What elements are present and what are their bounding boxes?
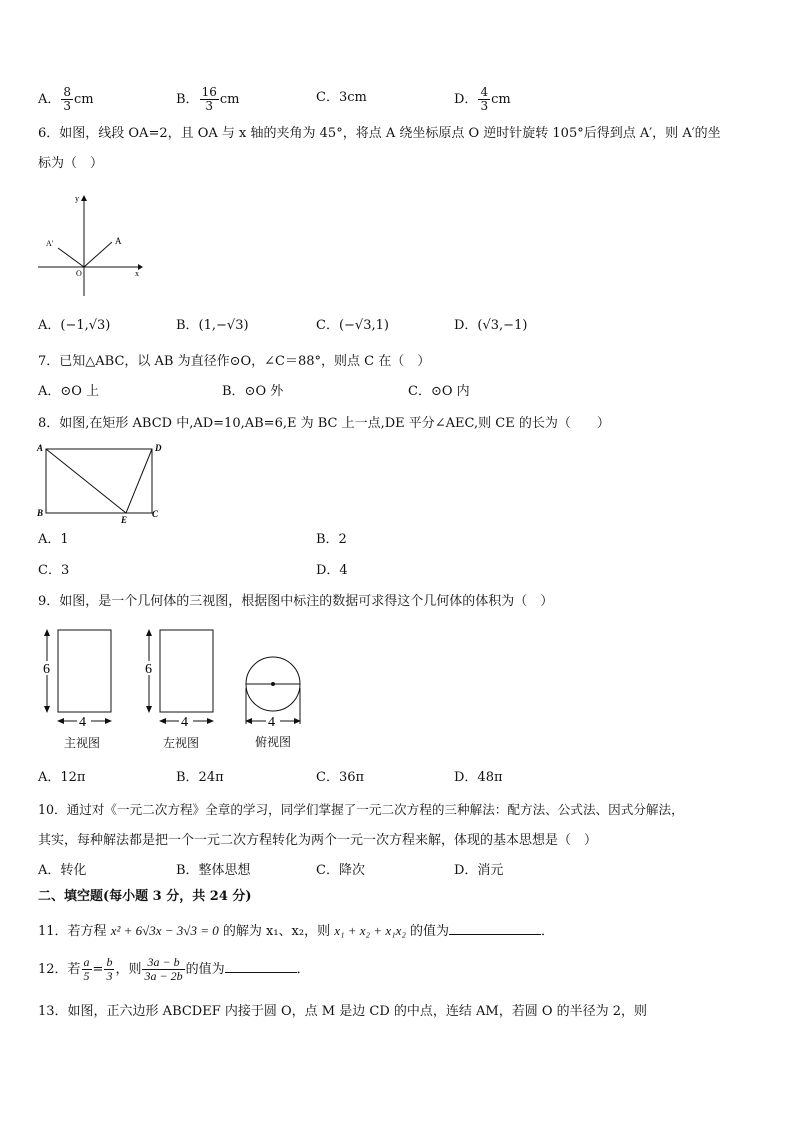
q7-option-a: A．⊙O 上 [38,384,100,399]
label-a-prime: A' [46,239,54,248]
option-letter: A． [38,92,61,107]
q10-option-c: C．降次 [316,863,365,878]
q10-option-d: D．消元 [454,863,504,878]
dim-arrow [159,718,166,724]
q8-option-d: D．4 [316,563,348,578]
q10-option-b: B．整体思想 [176,863,251,878]
segment-oa-prime [58,248,84,267]
dim-arrow [146,706,152,713]
fraction [200,86,219,113]
segment-de [126,449,152,513]
q11-suffix: 的值为 [405,924,450,939]
q9-figure [38,626,308,726]
width-label: 4 [79,715,86,726]
q10-stem-line2: 其实，每种解法都是把一个一元二次方程转化为两个一元一次方程来解，体现的基本思想是（ ） [38,833,598,848]
answer-blank[interactable] [225,958,297,973]
front-view-rect [58,630,111,712]
unit: cm [491,92,511,107]
denominator: 3 [480,99,489,113]
label-b: B [37,508,44,518]
top-view [245,657,301,726]
q8-option-c: C．3 [38,563,70,578]
denominator: 3 [205,99,214,113]
q11-expression: x₁ + x₂ + x₁x₂ [334,923,406,938]
denominator: 5 [83,969,90,983]
q5-option-d [454,86,511,113]
numerator: 4 [480,85,489,99]
q11-middle: 的解为 x₁、x₂，则 [218,924,335,939]
q5-option-c: C．3cm [316,90,367,105]
fraction-b-over-3 [104,956,114,983]
q10-option-a: A．转化 [38,863,87,878]
height-label: 6 [145,662,152,677]
q8-figure [34,440,166,524]
label-o: O [76,269,82,278]
q9-option-a: A．12π [38,770,86,785]
fraction-expression [142,956,184,983]
q12-prefix: 12．若 [38,962,81,977]
q9-option-b: B．24π [176,770,224,785]
width-label: 4 [268,715,275,726]
option-letter: D． [454,92,478,107]
dim-arrow [44,706,50,713]
q8-option-b: B．2 [316,532,347,547]
width-label: 4 [181,715,188,726]
fraction [61,86,73,113]
numerator: b [106,955,113,969]
denominator: 3a − 2b [144,969,183,983]
unit: cm [219,92,240,107]
left-view [143,629,214,726]
q5-option-b [176,86,239,113]
q7-option-b: B．⊙O 外 [222,384,284,399]
q12-suffix: 的值为 [185,962,225,977]
y-axis-arrow [81,195,87,201]
q11-end: ． [541,924,555,939]
left-view-label: 左视图 [163,736,200,750]
unit: cm [74,92,94,107]
numerator: 16 [201,85,217,99]
q11-prefix: 11．若方程 [38,924,111,939]
top-view-label: 俯视图 [255,735,292,749]
front-view [41,629,112,726]
q6-option-d: D．(√3,−1) [454,318,528,333]
q9-stem: 9．如图，是一个几何体的三视图，根据图中标注的数据可求得这个几何体的体积为（ ） [38,594,554,609]
q10-stem-line1: 10．通过对《一元二次方程》全章的学习，同学们掌握了一元二次方程的三种解法：配方法、公式法、因式分解法， [38,802,684,817]
label-c: C [152,509,159,519]
height-label: 6 [43,662,50,677]
q6-stem-line1: 6．如图，线段 OA=2，且 OA 与 x 轴的夹角为 45°，将点 A 绕坐标原点 O 逆时针旋转 105°后得到点 A′，则 A′的坐 [38,126,721,141]
fraction-a-over-5 [82,956,92,983]
dim-arrow [105,718,112,724]
numerator: 3a − b [142,956,184,970]
q9-option-c: C．36π [316,770,365,785]
center-point [271,682,275,686]
q12-stem [38,955,310,985]
numerator: a [83,955,90,969]
section-heading-fill-in: 二、填空题(每小题 3 分，共 24 分) [38,889,252,904]
q13-stem: 13．如图，正六边形 ABCDEF 内接于圆 O，点 M 是边 CD 的中点，连结 AM，若圆 O 的半径为 2，则 [38,1004,648,1019]
q6-stem-line2: 标为（ ） [38,156,104,171]
q9-option-d: D．48π [454,770,503,785]
label-y: y [75,194,79,203]
q12-end: ． [296,962,310,977]
fraction [478,86,490,113]
q5-option-a [38,86,94,113]
dim-arrow [207,718,214,724]
q7-stem: 7．已知△ABC，以 AB 为直径作⊙O，∠C＝88°，则点 C 在（ ） [38,354,431,369]
numerator: 8 [63,85,72,99]
equals-sign: = [92,962,104,977]
q6-option-a: A．(−1,√3) [38,318,111,333]
answer-blank[interactable] [449,920,541,935]
segment-oa [84,242,112,267]
left-view-rect [160,630,213,712]
dim-arrow [57,718,64,724]
label-a: A [115,236,122,246]
label-a: A [37,443,44,453]
q8-option-a: A．1 [38,532,69,547]
segment-ae [46,449,126,513]
q6-option-c: C．(−√3,1) [316,318,389,333]
q6-figure [34,192,146,302]
dim-arrow [44,629,50,636]
q7-option-c: C．⊙O 内 [408,384,470,399]
q11-stem [38,920,554,942]
denominator: 3 [106,969,113,983]
denominator: 3 [63,99,72,113]
option-letter: B． [176,92,199,107]
front-view-label: 主视图 [64,736,101,750]
q11-equation: x² + 6√3x − 3√3 = 0 [110,923,219,938]
label-d: D [155,443,162,453]
dim-arrow [146,629,152,636]
label-e: E [121,515,128,524]
q6-option-b: B．(1,−√3) [176,318,249,333]
q12-middle: ，则 [115,962,142,977]
label-x: x [135,269,139,278]
rectangle-abcd [46,449,152,513]
q8-stem: 8．如图,在矩形 ABCD 中,AD=10,AB=6,E 为 BC 上一点,DE 平分∠AEC,则 CE 的长为（ ） [38,416,610,431]
